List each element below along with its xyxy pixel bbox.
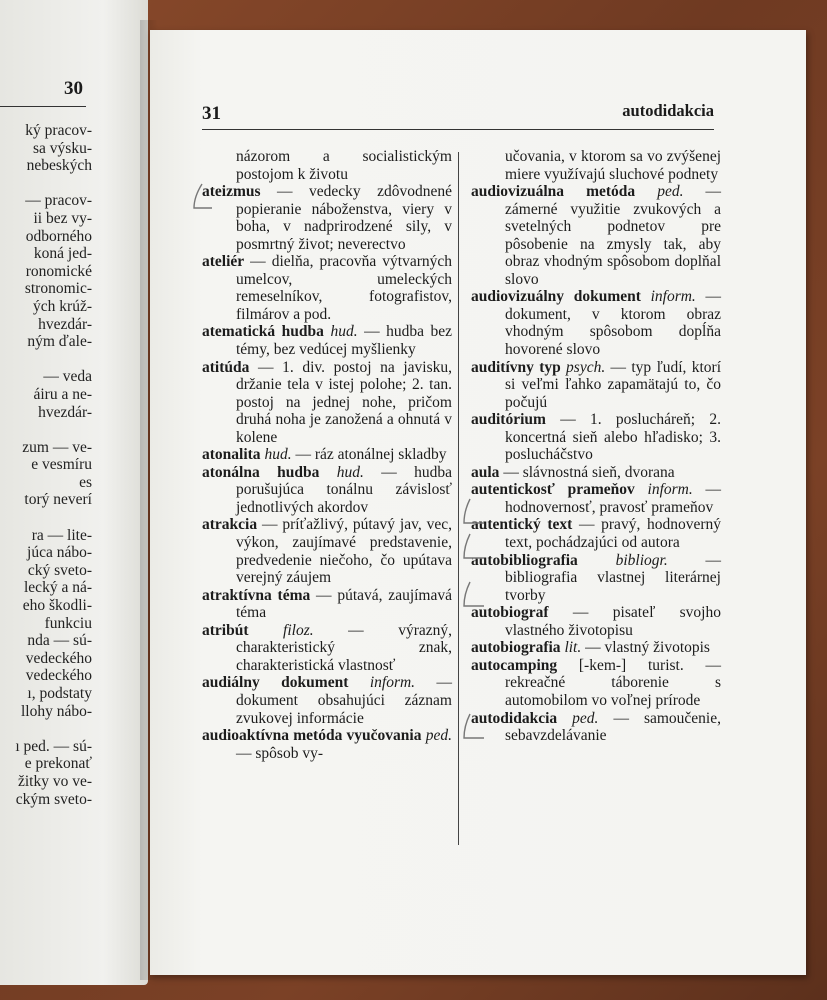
right-page <box>150 30 806 975</box>
entry-definition: — ráz atonálnej skladby <box>291 446 447 464</box>
entry-field-abbreviation: lit. <box>560 639 582 657</box>
entry-field-abbreviation: ped. <box>635 183 684 201</box>
entry-definition: — pisateľ svojho vlastného životopisu <box>505 604 721 639</box>
entry-definition: — hudba bez témy, bez vedúcej myšlienky <box>236 323 452 359</box>
entry-headword: atraktívna téma <box>202 586 311 604</box>
entry-field-abbreviation: inform. <box>634 481 693 499</box>
dictionary-entry <box>471 359 721 412</box>
left-text-line: e prekonať <box>24 755 92 773</box>
left-text-line: ronomické <box>25 262 92 280</box>
left-page-text <box>15 122 92 808</box>
left-text-line <box>15 720 92 738</box>
entry-headword: autentickosť prameňov <box>471 481 635 499</box>
dictionary-entry <box>471 657 721 710</box>
left-text-line: ným ďale- <box>27 333 92 351</box>
entry-headword: autobibliografia <box>471 551 578 569</box>
entry-definition: — hudba porušujúca tonálnu závislosť jednotlivých akordov <box>236 463 452 516</box>
entry-headword: audiovizuálna metóda <box>471 183 636 201</box>
left-text-line: žitky vo ve- <box>17 772 92 790</box>
entry-continuation <box>471 148 721 183</box>
entry-field-abbreviation: inform. <box>640 288 696 306</box>
entry-definition: — spôsob vy- <box>236 744 323 762</box>
entry-definition: — zámerné využitie zvukových a svetelných podnetov pre pôsobenie na zmysly tak, aby obraz vhodným spôsobom doplňal slovo <box>505 183 721 288</box>
dictionary-entry <box>471 710 721 745</box>
entry-field-abbreviation: hud. <box>323 323 358 341</box>
left-header-rule <box>0 106 86 107</box>
dictionary-entry <box>471 516 721 551</box>
entry-headword: atonalita <box>202 446 261 464</box>
entry-definition: [-kem-] turist. — rekreačné táborenie s automobilom vo voľnej prírode <box>505 656 721 709</box>
entry-headword: autocamping <box>471 656 558 674</box>
entry-definition: — 1. div. postoj na javisku, držanie tela v istej polohe; 2. tan. postoj na jednej nohe, pričom druhá noha je zanožená a ohnutá v kolene <box>236 358 452 446</box>
left-text-line: vedeckého <box>25 649 92 667</box>
left-text-line: lecký a ná- <box>24 579 92 597</box>
dictionary-entry <box>471 552 721 605</box>
left-text-line: ckým sveto- <box>15 790 92 808</box>
left-text-line: ký pracov- <box>25 122 92 139</box>
dictionary-entry <box>202 253 452 323</box>
entry-text: názorom a socialistickým postojom k životu <box>236 148 452 183</box>
left-text-line: ra — lite- <box>31 526 92 544</box>
entry-headword: atribút <box>202 621 249 639</box>
entry-definition: — dokument, v ktorom obraz vhodným spôsobom dopĺňa hovorené slovo <box>505 288 721 359</box>
entry-definition: — pravý, hodnoverný text, pochádzajúci od autora <box>505 516 722 552</box>
dictionary-entry <box>471 411 721 464</box>
entry-definition: — dokument obsahujúci záznam zvukovej informácie <box>236 674 452 727</box>
dictionary-entry <box>471 464 721 482</box>
left-text-line: — pracov- <box>25 192 92 210</box>
dictionary-entry <box>202 622 452 675</box>
entry-definition: — bibliografia vlastnej literárnej tvorby <box>505 551 721 604</box>
entry-definition: — dielňa, pracovňa výtvarných umelcov, umeleckých remeselníkov, fotografistov, filmárov a pod. <box>236 253 452 323</box>
dictionary-entry <box>202 464 452 517</box>
dictionary-entry <box>471 481 721 516</box>
entry-headword: atematická hudba <box>202 323 324 341</box>
entry-text: učovania, v ktorom sa vo zvýšenej miere využívajú sluchové podnety <box>505 148 721 183</box>
entry-headword: auditórium <box>471 411 546 429</box>
entry-headword: ateliér <box>202 253 245 271</box>
left-text-line: — veda <box>43 368 92 386</box>
left-text-line: eho škodli- <box>22 597 92 615</box>
column-divider <box>458 152 459 845</box>
entry-headword: audiovizuálny dokument <box>471 288 641 306</box>
entry-definition: — samoučenie, sebavzdelávanie <box>505 709 721 745</box>
left-page-number: 30 <box>64 78 83 99</box>
left-text-line: hvezdár- <box>38 403 92 421</box>
entry-headword: autobiografia <box>471 639 561 657</box>
entry-definition: — typ ľudí, ktorí si veľmi ľahko zapamätajú to, čo počujú <box>505 358 722 411</box>
left-text-line: funkciu <box>44 614 92 632</box>
left-text-line: torý neverí <box>24 491 92 509</box>
entry-continuation <box>202 148 452 183</box>
entry-field-abbreviation: ped. <box>557 709 599 727</box>
entry-definition: — slávnostná sieň, dvorana <box>499 463 675 481</box>
left-text-line: ých krúž- <box>33 297 92 315</box>
dictionary-entry <box>202 587 452 622</box>
entry-definition: — pútavá, zaujímavá téma <box>236 586 452 622</box>
left-text-line: llohy nábo- <box>20 702 92 720</box>
entry-definition: — vedecky zdôvodnené popieranie náboženstva, viery v boha, v nadprirodzené sily, v posmrtný život; neverectvo <box>236 183 452 253</box>
right-header-rule <box>202 129 714 130</box>
dictionary-entry <box>202 446 452 464</box>
entry-field-abbreviation: psych. <box>560 358 606 376</box>
left-text-line <box>15 509 92 527</box>
entry-definition: — 1. poslucháreň; 2. koncertná sieň alebo hľadisko; 3. poslucháčstvo <box>505 411 721 464</box>
left-text-line: e vesmíru <box>31 456 92 474</box>
dictionary-entry <box>202 516 452 586</box>
dictionary-entry <box>471 604 721 639</box>
entry-headword: auditívny typ <box>471 358 561 376</box>
dictionary-entry <box>471 639 721 657</box>
dictionary-entry <box>471 288 721 358</box>
entry-definition: — hodnovernosť, pravosť prameňov <box>505 481 721 516</box>
entry-headword: ateizmus <box>202 183 261 201</box>
left-text-line: es <box>79 473 92 491</box>
entry-headword: audiálny dokument <box>202 674 349 692</box>
entry-definition: — výrazný, charakteristický znak, charakteristická vlastnosť <box>236 621 453 674</box>
left-text-line: áiru a ne- <box>33 385 92 403</box>
entry-field-abbreviation: filoz. <box>248 621 314 639</box>
entry-definition: — vlastný životopis <box>581 639 710 657</box>
dictionary-entry <box>202 727 452 762</box>
left-text-line: nebeských <box>26 157 92 175</box>
dictionary-entry <box>202 323 452 358</box>
left-page <box>0 0 148 985</box>
left-text-line <box>15 351 92 369</box>
dictionary-column-1 <box>202 148 452 762</box>
entry-headword: atitúda <box>202 358 250 376</box>
left-text-line: ı, podstaty <box>27 685 92 702</box>
entry-headword: atonálna hudba <box>202 463 320 481</box>
left-text-line: odborného <box>25 227 92 245</box>
left-text-line: vedeckého <box>25 667 92 685</box>
left-text-line: júca nábo- <box>27 544 92 562</box>
left-text-line: nda — sú- <box>27 632 92 650</box>
entry-headword: autobiograf <box>471 604 549 622</box>
dictionary-entry <box>202 674 452 727</box>
left-text-line: cký sveto- <box>27 561 92 579</box>
entry-field-abbreviation: hud. <box>319 463 364 481</box>
left-text-line: stronomic- <box>24 280 92 298</box>
left-text-line: koná jed- <box>33 245 92 263</box>
entry-field-abbreviation: hud. <box>260 446 292 464</box>
entry-headword: autentický text <box>471 516 573 534</box>
right-page-number: 31 <box>202 103 221 124</box>
entry-field-abbreviation: bibliogr. <box>577 551 668 569</box>
left-text-line <box>15 421 92 439</box>
entry-headword: atrakcia <box>202 516 258 534</box>
left-text-line: ii bez vy- <box>33 209 92 227</box>
left-text-line <box>15 175 92 193</box>
entry-headword: audioaktívna metóda vyučovania <box>202 727 422 745</box>
entry-headword: aula <box>471 463 500 481</box>
left-text-line: hvezdár- <box>38 315 92 333</box>
dictionary-entry <box>471 183 721 288</box>
entry-field-abbreviation: inform. <box>348 674 416 692</box>
left-text-line: zum — ve- <box>22 438 92 456</box>
dictionary-column-2 <box>471 148 721 745</box>
entry-field-abbreviation: ped. <box>421 727 452 745</box>
dictionary-entry <box>202 183 452 253</box>
dictionary-entry <box>202 359 452 447</box>
left-text-line: sa výsku- <box>33 139 92 157</box>
running-head: autodidakcia <box>622 101 714 120</box>
entry-headword: autodidakcia <box>471 709 558 727</box>
left-text-line: ı ped. — sú- <box>15 737 92 755</box>
entry-definition: — príťažlivý, pútavý jav, vec, výkon, zaujímavé predstavenie, predvedenie niečoho, čo upútava verejný záujem <box>236 516 452 587</box>
